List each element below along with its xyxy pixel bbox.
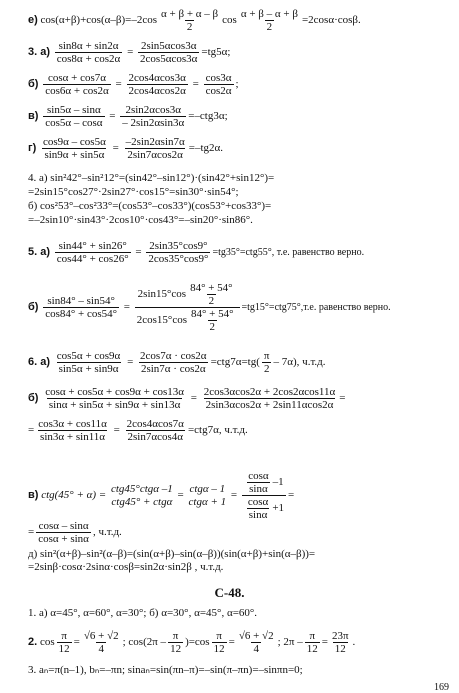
line-3b: б) $\frac{\cos\alpha + \cos 7\alpha}{\cos 6\alpha + \cos 2\alpha}$ = $\frac{2\cos 4\alpha\cos 3\alpha}{2\cos 4\alpha\cos 2\alpha}$ = $\frac{\cos 3\alpha}{\cos 2\alpha}$ ; xyxy=(28,72,239,97)
line-4b1: б) cos²53°–cos²33°=(cos53°–cos33°)(cos53°+cos33°)= xyxy=(28,200,272,212)
line-4a1: 4. а) sin²42°–sin²12°=(sin42°–sin12°)·(sin42°+sin12°)= xyxy=(28,172,275,184)
fraction: $\frac{\cos 9\alpha - \cos 5\alpha}{\sin 9\alpha + \sin 5\alpha}$ xyxy=(43,136,106,161)
line-4a2: =2sin15°cos27°·2sin27°·cos15°=sin30°·sin54°; xyxy=(28,186,239,198)
fraction: $\frac{2\cos 3\alpha\cos 2\alpha + 2\cos 2\alpha\cos 11\alpha}{2\sin 3\alpha\cos 2\alpha + 2\sin 11\alpha\cos 2\alpha}$ xyxy=(203,386,336,411)
fraction: $\frac{23\pi}{12}$ xyxy=(331,630,349,655)
fraction: $\frac{\alpha + \beta - \alpha + \beta}{2}$ xyxy=(240,8,298,33)
fraction: $\frac{√6 + √2}{4}$ xyxy=(83,630,119,655)
fraction: $\frac{\cos 3\alpha}{\cos 2\alpha}$ xyxy=(205,72,232,97)
fraction: $\frac{-2\sin 2\alpha\sin 7\alpha}{2\sin 7\alpha\cos 2\alpha}$ xyxy=(125,136,185,161)
page-number: 169 xyxy=(434,682,449,693)
fraction: $\frac{\pi}{12}$ xyxy=(306,630,318,655)
line-c48-2: 2. cos $\frac{\pi}{12}$ = $\frac{√6 + √2}{4}$ ; cos(2π – $\frac{\pi}{12}$ )=cos $\frac{\pi}{12}$ = $\frac{√6 + √2}{4}$ ; 2π – $\frac{\pi}{12}$ = $\frac{23\pi}{12}$ . xyxy=(28,630,356,655)
line-6a: 6. а) $\frac{\cos 5\alpha + \cos 9\alpha}{\sin 5\alpha + \sin 9\alpha}$ = $\frac{2\cos 7\alpha \cdot \cos 2\alpha}{2\sin 7\alpha \cdot \cos 2\alpha}$ =ctg7α=tg( $\frac{\pi}{2}$ – 7α), ч.т.д. xyxy=(28,350,326,375)
section-title: С-48. xyxy=(214,585,245,600)
fraction: 2sin15°cos $\frac{84^\circ + 54^\circ}{2}$ 2cos15°cos $\frac{84^\circ + 54^\circ}{2}$ xyxy=(135,282,240,333)
fraction: $\frac{2\cos 4\alpha\cos 3\alpha}{2\cos 4\alpha\cos 2\alpha}$ xyxy=(128,72,186,97)
line-c48-3: 3. aₙ=π(n–1), bₙ=–πn; sinaₙ=sin(πn–π)=–sin(π–πn)=–sinπn=0; xyxy=(28,664,303,676)
fraction: $\frac{\sin 5\alpha - \sin\alpha}{\cos 5\alpha - \cos\alpha}$ xyxy=(45,104,103,129)
line-3a: 3. а) $\frac{\sin 8\alpha + \sin 2\alpha}{\cos 8\alpha + \cos 2\alpha}$ = $\frac{2\sin 5\alpha\cos 3\alpha}{2\cos 5\alpha\cos 3\alpha}$ =tg5α; xyxy=(28,40,231,65)
fraction: $\frac{2\sin 5\alpha\cos 3\alpha}{2\cos 5\alpha\cos 3\alpha}$ xyxy=(140,40,198,65)
fraction: $\frac{\pi}{12}$ xyxy=(170,630,182,655)
fraction: $\frac{\sin 84^\circ - \sin 54^\circ}{\cos 84^\circ + \cos 54^\circ}$ xyxy=(45,295,118,320)
fraction: ctg45°ctgα –1 ctg45° + ctgα xyxy=(110,482,173,508)
fraction: $\frac{\sin 8\alpha + \sin 2\alpha}{\cos 8\alpha + \cos 2\alpha}$ xyxy=(56,40,121,65)
line-4b2: =–2sin10°·sin43°·2cos10°·cos43°=–sin20°·sin86°. xyxy=(28,214,253,226)
line-6b2: = $\frac{\cos 3\alpha + \cos 11\alpha}{\sin 3\alpha + \sin 11\alpha}$ = $\frac{2\cos 4\alpha\cos 7\alpha}{2\sin 7\alpha\cos 4\alpha}$ =ctg7α, ч.т.д. xyxy=(28,418,248,443)
fraction: $\frac{\alpha + \beta + \alpha - \beta}{2}$ xyxy=(161,8,219,33)
fraction: $\frac{\pi}{2}$ xyxy=(263,350,270,375)
fraction: $\frac{√6 + √2}{4}$ xyxy=(238,630,274,655)
fraction: $\frac{2\sin 2\alpha\cos 3\alpha}{- 2\sin 2\alpha\sin 3\alpha}$ xyxy=(122,104,185,129)
fraction: $\frac{2\sin 35^\circ\cos 9^\circ}{2\cos 35^\circ\cos 9^\circ}$ xyxy=(148,240,209,265)
line-5a: 5. а) $\frac{\sin 44^\circ + \sin 26^\circ}{\cos 44^\circ + \cos 26^\circ}$ = $\frac{2\sin 35^\circ\cos 9^\circ}{2\cos 35^\circ\cos 9^\circ}$ =tg35°=ctg55°, т.е. равенство верно. xyxy=(28,240,365,265)
fraction: $\frac{2\cos 4\alpha\cos 7\alpha}{2\sin 7\alpha\cos 4\alpha}$ xyxy=(126,418,184,443)
line-6d2: =2sinβ·cosα·2sinα·cosβ=sin2α·sin2β , ч.т.д. xyxy=(28,561,224,573)
fraction: $\frac{\cos 3\alpha + \cos 11\alpha}{\sin 3\alpha + \sin 11\alpha}$ xyxy=(38,418,107,443)
line-c48-1: 1. а) α=45°, α=60°, α=30°; б) α=30°, α=45°, α=60°. xyxy=(28,607,258,619)
fraction: $\frac{\cos\alpha - \sin\alpha}{\cos\alpha + \sin\alpha}$ xyxy=(38,520,89,545)
fraction: $\frac{\cos\alpha + \cos 7\alpha}{\cos 6\alpha + \cos 2\alpha}$ xyxy=(45,72,109,97)
line-6v: в) ctg(45° + α) = ctg45°ctgα –1 ctg45° + ctgα = ctgα – 1 ctgα + 1 = $\frac{\cos\alpha}{\sin\alpha}$ –1 $\frac{\cos\alpha}{\sin\alpha}$ +1 = xyxy=(28,470,295,521)
fraction: $\frac{\cos\alpha + \cos 5\alpha + \cos 9\alpha + \cos 13\alpha}{\sin\alpha + \sin 5\alpha + \sin 9\alpha + \sin 13\alpha}$ xyxy=(45,386,185,411)
line-5b: б) $\frac{\sin 84^\circ - \sin 54^\circ}{\cos 84^\circ + \cos 54^\circ}$ = 2sin15°cos $\frac{84^\circ + 54^\circ}{2}$ 2cos15°cos $\frac{84^\circ + 54^\circ}{2}$ =tg15°=ctg75°,т.е. равенство верно. xyxy=(28,282,391,333)
fraction: ctgα – 1 ctgα + 1 xyxy=(188,482,227,508)
fraction: $\frac{\sin 44^\circ + \sin 26^\circ}{\cos 44^\circ + \cos 26^\circ}$ xyxy=(56,240,129,265)
fraction: $\frac{\cos 5\alpha + \cos 9\alpha}{\sin 5\alpha + \sin 9\alpha}$ xyxy=(56,350,121,375)
line-6d1: д) sin²(α+β)–sin²(α–β)=(sin(α+β)–sin(α–β))(sin(α+β)+sin(α–β))= xyxy=(28,548,316,560)
line-6b: б) $\frac{\cos\alpha + \cos 5\alpha + \cos 9\alpha + \cos 13\alpha}{\sin\alpha + \sin 5\alpha + \sin 9\alpha + \sin 13\alpha}$ = $\frac{2\cos 3\alpha\cos 2\alpha + 2\cos 2\alpha\cos 11\alpha}{2\sin 3\alpha\cos 2\alpha + 2\sin 11\alpha\cos 2\alpha}$ = xyxy=(28,386,346,411)
line-3g: г) $\frac{\cos 9\alpha - \cos 5\alpha}{\sin 9\alpha + \sin 5\alpha}$ = $\frac{-2\sin 2\alpha\sin 7\alpha}{2\sin 7\alpha\cos 2\alpha}$ =–tg2α. xyxy=(28,136,224,161)
line-e: е) cos(α+β)+cos(α–β)=–2cos $\frac{\alpha + \beta + \alpha - \beta}{2}$ cos $\frac{\alpha + \beta - \alpha + \beta}{2}$ =2cosα·cosβ. xyxy=(28,8,361,33)
fraction: $\frac{2\cos 7\alpha \cdot \cos 2\alpha}{2\sin 7\alpha \cdot \cos 2\alpha}$ xyxy=(140,350,207,375)
line-3v: в) $\frac{\sin 5\alpha - \sin\alpha}{\cos 5\alpha - \cos\alpha}$ = $\frac{2\sin 2\alpha\cos 3\alpha}{- 2\sin 2\alpha\sin 3\alpha}$ =–ctg3α; xyxy=(28,104,228,129)
fraction: $\frac{\cos\alpha}{\sin\alpha}$ –1 $\frac{\cos\alpha}{\sin\alpha}$ +1 xyxy=(242,470,286,521)
line-6v2: = $\frac{\cos\alpha - \sin\alpha}{\cos\alpha + \sin\alpha}$ , ч.т.д. xyxy=(28,520,122,545)
fraction: $\frac{\pi}{12}$ xyxy=(213,630,225,655)
fraction: $\frac{\pi}{12}$ xyxy=(58,630,70,655)
